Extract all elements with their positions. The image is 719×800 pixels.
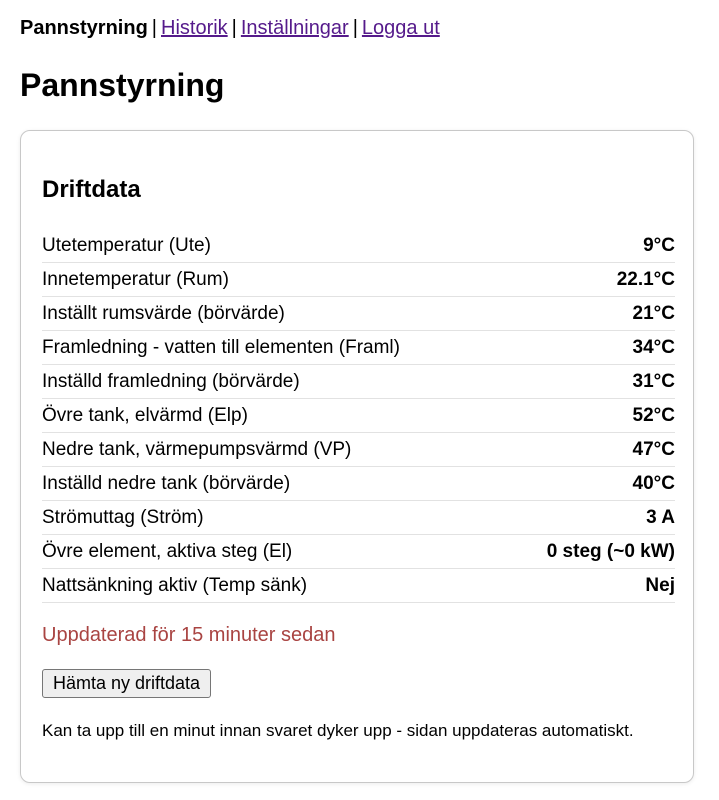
table-row	[42, 433, 675, 467]
row-label: Strömuttag (Ström)	[42, 501, 508, 535]
table-row	[42, 467, 675, 501]
page-title: Pannstyrning	[20, 67, 225, 103]
row-value: 21°C	[508, 297, 675, 331]
card-title: Driftdata	[42, 176, 141, 203]
row-label: Utetemperatur (Ute)	[42, 229, 508, 263]
row-value: 9°C	[508, 229, 675, 263]
nav-link-installningar[interactable]: Inställningar	[240, 17, 349, 39]
table-row	[42, 331, 675, 365]
row-label: Nattsänkning aktiv (Temp sänk)	[42, 569, 508, 603]
row-value: 0 steg (~0 kW)	[508, 535, 675, 569]
row-value: 3 A	[508, 501, 675, 535]
table-row	[42, 399, 675, 433]
nav-separator: |	[231, 17, 237, 39]
row-label: Inställd framledning (börvärde)	[42, 365, 508, 399]
row-value: 31°C	[508, 365, 675, 399]
nav-separator: |	[151, 17, 157, 39]
driftdata-card	[20, 130, 694, 783]
nav-current-page: Pannstyrning	[20, 17, 148, 39]
driftdata-table	[42, 229, 675, 603]
row-label: Inställt rumsvärde (börvärde)	[42, 297, 508, 331]
row-value: 34°C	[508, 331, 675, 365]
row-label: Framledning - vatten till elementen (Framl)	[42, 331, 508, 365]
row-value: 22.1°C	[508, 263, 675, 297]
table-row	[42, 365, 675, 399]
row-label: Inställd nedre tank (börvärde)	[42, 467, 508, 501]
updated-status: Uppdaterad för 15 minuter sedan	[42, 624, 336, 646]
table-row	[42, 263, 675, 297]
table-row	[42, 569, 675, 603]
update-note: Kan ta upp till en minut innan svaret dyker upp - sidan uppdateras automatiskt.	[42, 721, 634, 740]
row-value: 52°C	[508, 399, 675, 433]
row-label: Nedre tank, värmepumpsvärmd (VP)	[42, 433, 508, 467]
nav-separator: |	[352, 17, 358, 39]
fetch-driftdata-button[interactable]: Hämta ny driftdata	[42, 669, 211, 698]
table-row	[42, 297, 675, 331]
table-row	[42, 535, 675, 569]
row-label: Övre tank, elvärmd (Elp)	[42, 399, 508, 433]
top-nav	[20, 14, 440, 42]
row-value: 40°C	[508, 467, 675, 501]
row-value: 47°C	[508, 433, 675, 467]
table-row	[42, 501, 675, 535]
row-label: Innetemperatur (Rum)	[42, 263, 508, 297]
row-value: Nej	[508, 569, 675, 603]
nav-link-logga-ut[interactable]: Logga ut	[361, 17, 440, 39]
row-label: Övre element, aktiva steg (El)	[42, 535, 508, 569]
table-row	[42, 229, 675, 263]
nav-link-historik[interactable]: Historik	[161, 17, 228, 39]
